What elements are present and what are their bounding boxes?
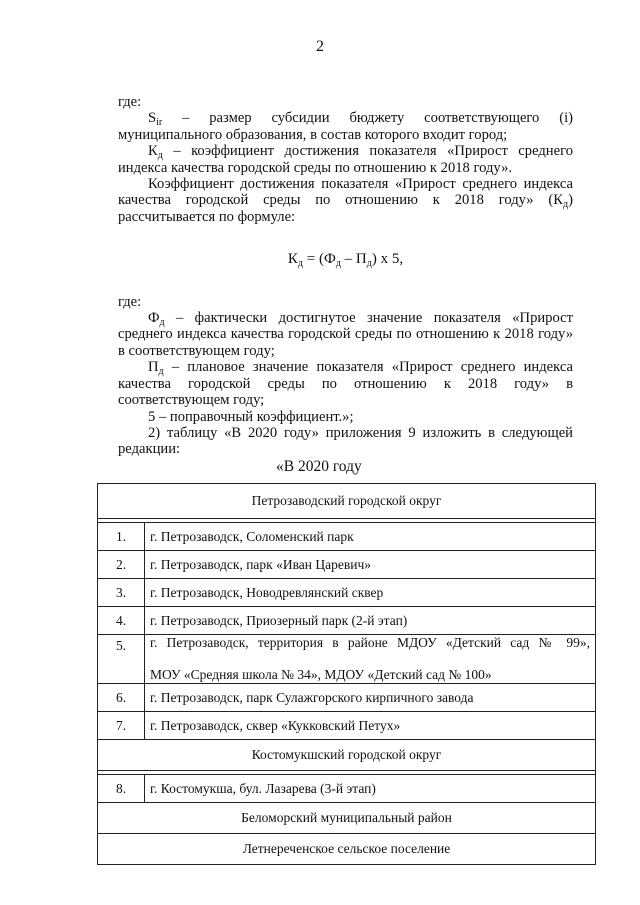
row-name: г. Петрозаводск, сквер «Кукковский Петух» — [145, 712, 596, 740]
definition-5: 5 – поправочный коэффициент.»; — [148, 408, 354, 425]
table-row — [98, 607, 596, 635]
table-group-row — [98, 803, 596, 834]
row-name: г. Петрозаводск, Соломенский парк — [145, 523, 596, 551]
table-group-row — [98, 740, 596, 771]
row-name: г. Петрозаводск, парк Сулажгорского кирпичного завода — [145, 684, 596, 712]
table-row — [98, 635, 596, 684]
table-row — [98, 579, 596, 607]
row-number: 3. — [98, 579, 145, 607]
row-number: 8. — [98, 775, 145, 803]
row-number: 4. — [98, 607, 145, 635]
table-group-row — [98, 484, 596, 519]
group-header: Летнереченское сельское поселение — [98, 834, 596, 865]
page-number: 2 — [316, 38, 324, 55]
table-row — [98, 684, 596, 712]
item-2: 2) таблицу «В 2020 году» приложения 9 изложить в следующей редакции: — [118, 424, 573, 458]
where-2: где: — [118, 293, 142, 310]
table-row — [98, 775, 596, 803]
calc-paragraph: Коэффициент достижения показателя «Прирост среднего индекса качества городской среды по отношению к 2018 году» $(К_д)$ рассчитывается по формуле: — [118, 176, 573, 225]
row-name: г. Петрозаводск, Приозерный парк (2-й этап) — [145, 607, 596, 635]
definition-f: $Ф_д$ – фактически достигнутое значение показателя «Прирост среднего индекса качества городской среды по отношению к 2018 году» в соответствующем году; — [118, 310, 573, 359]
row-name: г. Петрозаводск, территория в районе МДОУ «Детский сад № 99», МОУ «Средняя школа № 34», МДОУ «Детский сад № 100» — [145, 635, 596, 684]
row-number: 1. — [98, 523, 145, 551]
definition-k: $К_д$ – коэффициент достижения показателя «Прирост среднего индекса качества городской среды по отношению к 2018 году». — [118, 143, 573, 176]
table-row — [98, 551, 596, 579]
definition-p: $П_д$ – плановое значение показателя «Прирост среднего индекса качества городской среды по отношению к 2018 году» в соответствующем году; — [118, 359, 573, 409]
row-number: 7. — [98, 712, 145, 740]
table-row — [98, 712, 596, 740]
group-header: Петрозаводский городской округ — [98, 484, 596, 519]
objects-table — [97, 483, 596, 865]
group-header: Беломорский муниципальный район — [98, 803, 596, 834]
row-name: г. Петрозаводск, парк «Иван Царевич» — [145, 551, 596, 579]
definition-s: $S_{ir}$ – размер субсидии бюджету соответствующего (i) муниципального образования, в состав которого входит город; — [118, 110, 573, 143]
table-row — [98, 523, 596, 551]
row-number: 6. — [98, 684, 145, 712]
table-group-row — [98, 834, 596, 865]
table-caption: «В 2020 году — [276, 458, 362, 475]
row-number: 2. — [98, 551, 145, 579]
intro-where: где: — [118, 94, 142, 110]
row-name: г. Петрозаводск, Новодревлянский сквер — [145, 579, 596, 607]
row-number: 5. — [98, 635, 145, 684]
group-header: Костомукшский городской округ — [98, 740, 596, 771]
formula: $К_д = (Ф_д - П_д)$ х 5, — [287, 251, 404, 270]
row-name: г. Костомукша, бул. Лазарева (3-й этап) — [145, 775, 596, 803]
body-text — [118, 94, 573, 458]
